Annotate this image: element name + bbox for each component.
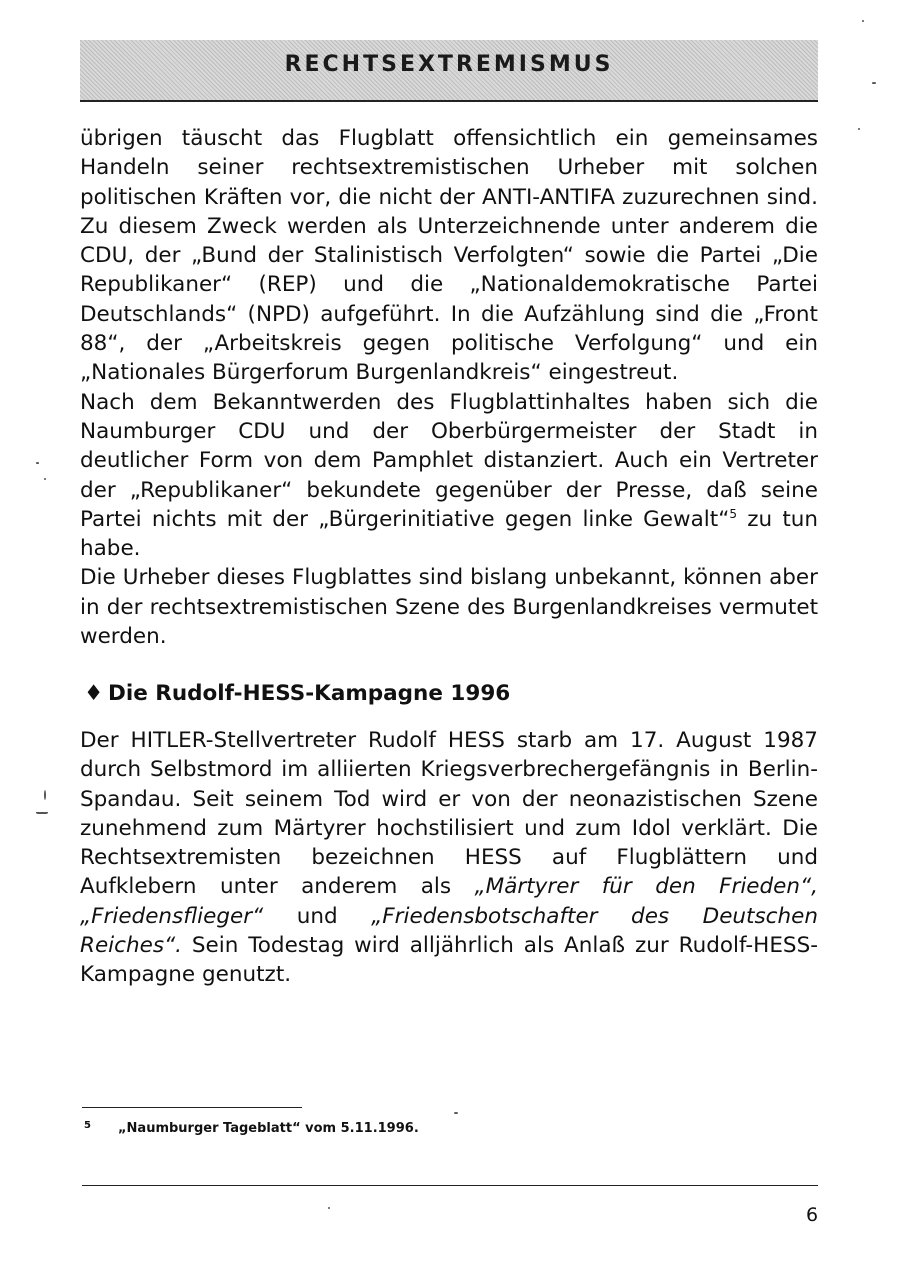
paragraph-text: übrigen täuscht das Flugblatt offensichtlich ein gemeinsames Handeln seiner rechtsextremistischen Urheber mit solchen politischen Kräften vor, die nicht der ANTI-ANTIFA zuzurechnen sind. Zu diesem Zweck werden als Unterzeichnende unter anderem die CDU, der „Bund der Stalinistisch Verfolgten“ sowie die Partei „Die Republikaner“ (REP) und die „Nationaldemokratische Partei Deutschlands“ (NPD) aufgeführt. In die Aufzählung sind die „Front 88“, der „Arbeitskreis gegen politische Verfolgung“ und ein „Nationales Bürgerforum Burgenlandkreis“ eingestreut. bbox=[80, 126, 818, 386]
scan-speck bbox=[44, 478, 46, 480]
paragraph-text: Sein Todestag wird alljährlich als Anlaß zur Rudolf-HESS-Kampagne genutzt. bbox=[80, 933, 818, 988]
header-band bbox=[80, 40, 818, 102]
section-paragraph bbox=[80, 726, 818, 990]
paragraph-text: Die Urheber dieses Flugblattes sind bislang unbekannt, können aber in der rechtsextremistischen Szene des Burgenlandkreises vermutet werden. bbox=[80, 565, 818, 650]
italic-quote: „Märtyrer für den Frieden“, „Friedensflieger“ bbox=[80, 874, 819, 929]
diamond-bullet-icon: ♦ bbox=[84, 681, 104, 706]
paragraph-text: Nach dem Bekanntwerden des Flugblattinhaltes haben sich die Naumburger CDU und der Oberbürgermeister der Stadt in deutlicher Form von dem Pamphlet distanziert. Auch ein Vertreter der „Republikaner“ bekundete gegenüber der Presse, daß seine Partei nichts mit der „Bürgerinitiative gegen linke Gewalt“ bbox=[80, 389, 818, 532]
scan-speck bbox=[328, 1207, 330, 1209]
footnote-text: „Naumburger Tageblatt“ vom 5.11.1996. bbox=[118, 1121, 419, 1136]
italic-quote: „Friedensbotschafter des Deutschen Reiches“. bbox=[80, 903, 818, 959]
paragraph-text: zu tun habe. bbox=[80, 506, 818, 562]
scan-speck bbox=[454, 1112, 458, 1114]
scan-speck bbox=[36, 812, 48, 814]
scan-speck bbox=[872, 82, 876, 84]
footnote bbox=[84, 1120, 419, 1136]
scan-speck bbox=[44, 790, 46, 800]
section-heading bbox=[84, 681, 814, 706]
footnote-reference: 5 bbox=[729, 506, 737, 521]
footnote-divider bbox=[82, 1107, 302, 1108]
section-heading-text: Die Rudolf-HESS-Kampagne 1996 bbox=[108, 681, 511, 706]
scan-speck bbox=[858, 128, 860, 130]
footer-divider bbox=[82, 1185, 818, 1186]
paragraph-2 bbox=[80, 388, 818, 564]
paragraph-text: und bbox=[263, 903, 372, 929]
body-text bbox=[80, 124, 818, 651]
scan-speck bbox=[36, 462, 39, 464]
footnote-number: 5 bbox=[84, 1120, 91, 1131]
paragraph-1 bbox=[80, 124, 818, 388]
page-header-title: RECHTSEXTREMISMUS bbox=[284, 52, 614, 77]
page-number: 6 bbox=[806, 1204, 819, 1226]
scan-speck bbox=[862, 20, 864, 22]
paragraph-text: Der HITLER-Stellvertreter Rudolf HESS starb am 17. August 1987 durch Selbstmord im alliierten Kriegsverbrechergefängnis in Berlin-Spandau. Seit seinem Tod wird er von der neonazistischen Szene zunehmend zum Märtyrer hochstilisiert und zum Idol verklärt. Die Rechtsextremisten bezeichnen HESS auf Flugblättern und Aufklebern unter anderem als bbox=[80, 728, 818, 900]
paragraph-3 bbox=[80, 563, 818, 651]
